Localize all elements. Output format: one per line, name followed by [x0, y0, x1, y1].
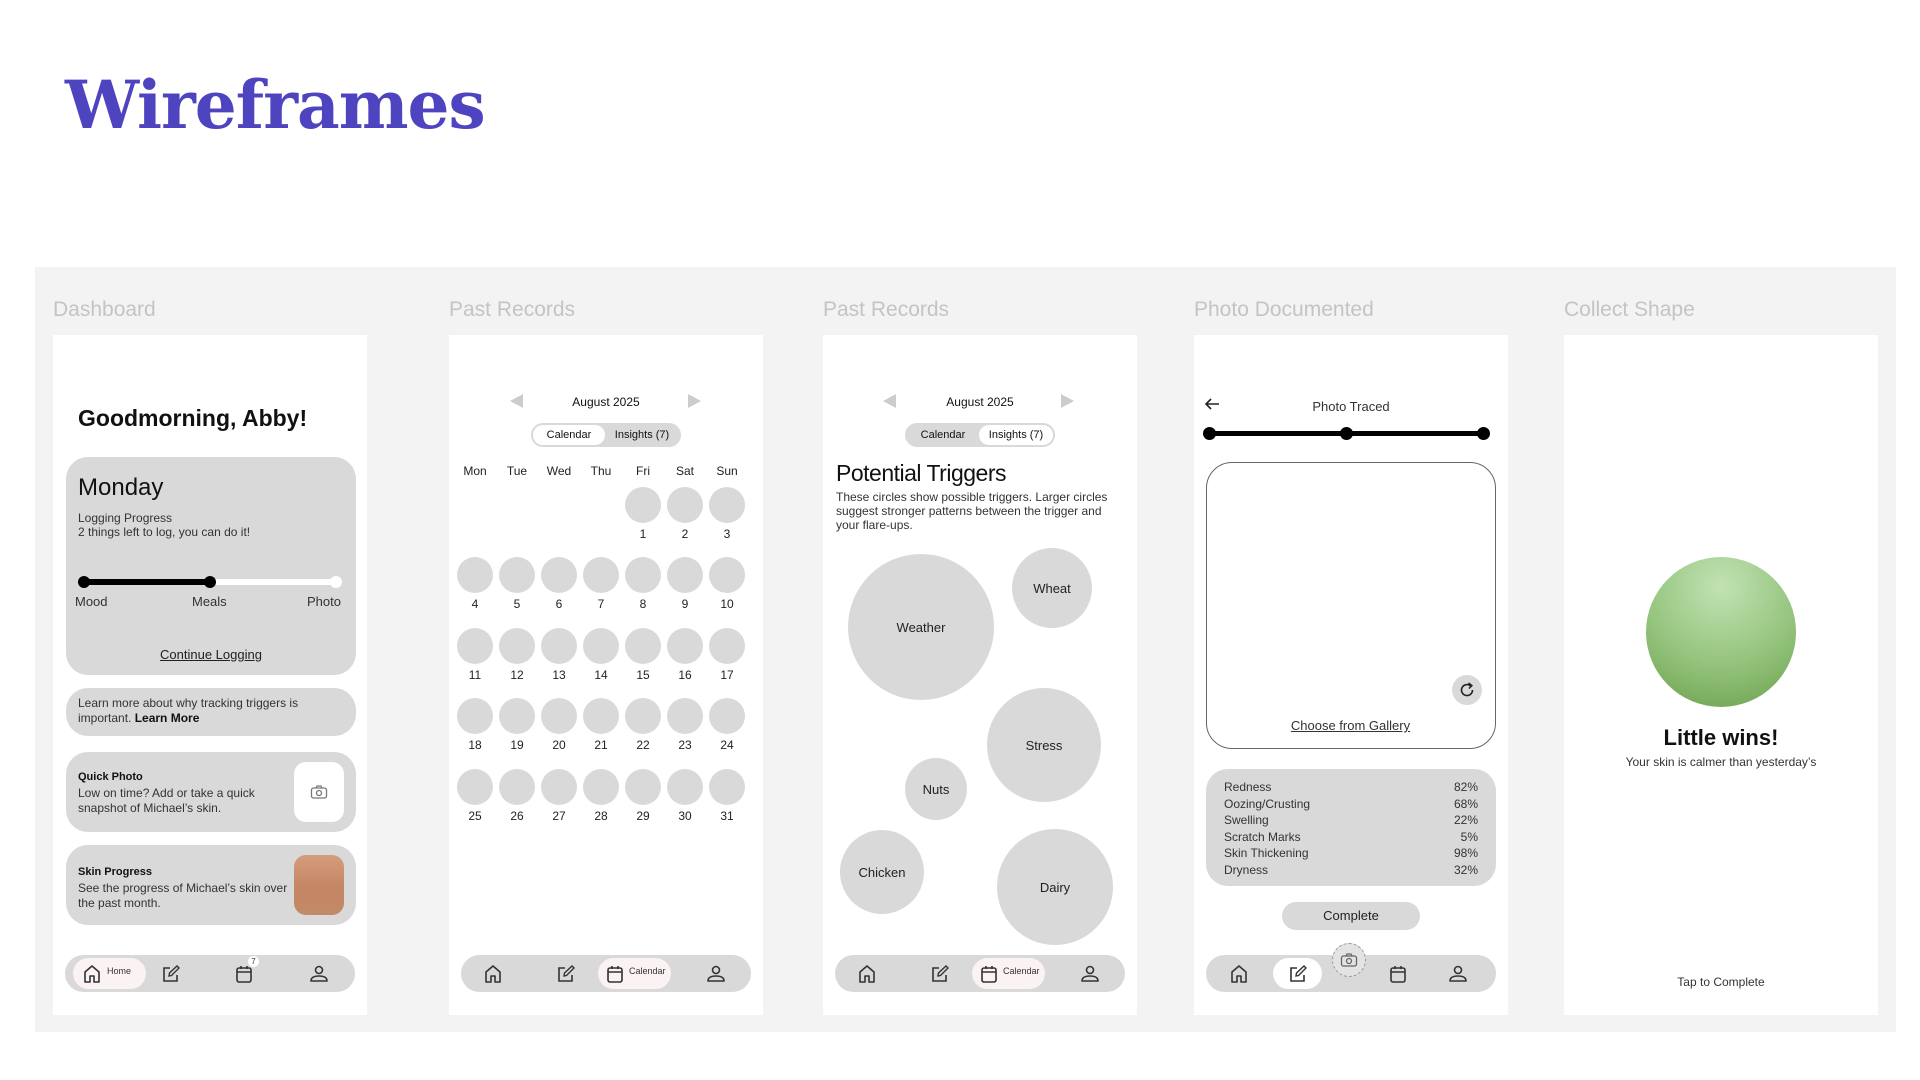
calendar-day-number: 17: [720, 668, 734, 682]
calendar-day-number: 29: [636, 809, 650, 823]
tab-calendar[interactable]: Calendar: [533, 425, 605, 445]
calendar-day-number: 2: [681, 527, 689, 541]
trigger-bubble[interactable]: [997, 829, 1113, 945]
calendar-day[interactable]: [709, 487, 745, 523]
quick-photo-card[interactable]: [66, 752, 356, 832]
calendar-day-number: 3: [723, 527, 731, 541]
camera-fab[interactable]: [1332, 943, 1366, 977]
calendar-day[interactable]: [499, 557, 535, 593]
calendar-icon[interactable]: [604, 963, 626, 985]
nav-calendar-label[interactable]: Calendar: [1003, 966, 1040, 976]
metric-name: Dryness: [1224, 862, 1269, 877]
little-wins-subtitle: Your skin is calmer than yesterday’s: [1625, 755, 1817, 769]
greeting: Goodmorning, Abby!: [78, 405, 308, 431]
complete-button[interactable]: Complete: [1282, 902, 1420, 930]
metric-value: 5%: [1460, 829, 1478, 844]
calendar-day-number: 12: [510, 668, 524, 682]
weekday-header: Wed: [546, 464, 572, 478]
calendar-day[interactable]: [541, 698, 577, 734]
nav-calendar-label[interactable]: Calendar: [629, 966, 666, 976]
metric-name: Scratch Marks: [1224, 829, 1301, 844]
learn-more-link[interactable]: Learn More: [134, 711, 200, 725]
calendar-day[interactable]: [667, 628, 703, 664]
metrics-list: [1224, 779, 1478, 878]
calendar-day-number: 23: [678, 738, 692, 752]
calendar-day[interactable]: [583, 628, 619, 664]
metric-name: Redness: [1224, 780, 1272, 794]
calendar-day[interactable]: [709, 557, 745, 593]
trigger-bubble[interactable]: [840, 830, 924, 914]
insights-screen: [823, 335, 1137, 1015]
calendar-day-number: 11: [468, 668, 482, 682]
logging-message: 2 things left to log, you can do it!: [78, 525, 251, 539]
metric-value: 32%: [1453, 862, 1478, 877]
calendar-day-number: 25: [468, 809, 482, 823]
triggers-description: These circles show possible triggers. Larger circles suggest stronger patterns between the trigger and your flare-ups.: [836, 490, 1108, 532]
home-icon[interactable]: [856, 963, 878, 985]
calendar-day-number: 26: [510, 809, 524, 823]
frame-label-photo-documented: Photo Documented: [1194, 298, 1374, 321]
calendar-day[interactable]: [625, 557, 661, 593]
metric-value: 98%: [1453, 846, 1478, 860]
learn-more-text: Learn more about why tracking triggers is important.: [78, 696, 299, 725]
calendar-day-number: 15: [636, 668, 650, 682]
day-card: [66, 457, 356, 675]
bottom-nav: [65, 955, 355, 992]
metric-row: [1224, 812, 1478, 829]
calendar-day-number: 31: [720, 809, 734, 823]
edit-icon[interactable]: [160, 963, 182, 985]
calendar-day-number: 20: [552, 738, 566, 752]
calendar-day-number: 28: [594, 809, 608, 823]
weekday-header: Sun: [716, 464, 738, 478]
bottom-nav: [1206, 955, 1496, 992]
calendar-day-number: 27: [552, 809, 566, 823]
metric-value: 68%: [1453, 796, 1478, 811]
metric-row: [1224, 829, 1478, 846]
metric-row: [1224, 796, 1478, 813]
metric-name: Oozing/Crusting: [1224, 796, 1311, 811]
step-label-meals: Meals: [192, 594, 227, 609]
trigger-label: Stress: [1025, 737, 1063, 753]
progress-dot-photo: [330, 576, 342, 588]
camera-icon: [1340, 952, 1358, 968]
calendar-day-number: 24: [720, 738, 734, 752]
calendar-day-number: 9: [681, 597, 689, 611]
month-label: August 2025: [946, 395, 1014, 409]
page-title: Wireframes: [65, 66, 485, 144]
home-icon[interactable]: [81, 963, 103, 985]
calendar-day[interactable]: [499, 769, 535, 805]
calendar-icon[interactable]: [978, 963, 1000, 985]
metric-name: Swelling: [1224, 813, 1269, 827]
step-dot-1: [1203, 427, 1216, 440]
trigger-bubble[interactable]: [848, 554, 994, 700]
trigger-label: Weather: [896, 619, 946, 635]
next-month-icon[interactable]: [688, 394, 701, 408]
trigger-label: Chicken: [858, 864, 906, 880]
continue-logging-link[interactable]: Continue Logging: [160, 647, 262, 662]
calendar-day-number: 30: [678, 809, 692, 823]
calendar-day[interactable]: [667, 769, 703, 805]
progress-fill: [84, 579, 210, 585]
calendar-day-number: 6: [555, 597, 563, 611]
calendar-day[interactable]: [625, 487, 661, 523]
progress-dot-meals: [204, 576, 216, 588]
calendar-day-number: 14: [594, 668, 608, 682]
metric-name: Skin Thickening: [1224, 846, 1309, 860]
weekday-header: Fri: [636, 464, 650, 478]
calendar-day[interactable]: [583, 557, 619, 593]
little-wins-title: Little wins!: [1663, 725, 1779, 750]
trigger-label: Dairy: [1039, 879, 1071, 895]
step-label-photo: Photo: [307, 594, 341, 609]
collected-shape[interactable]: [1646, 557, 1796, 707]
step-dot-2: [1340, 427, 1353, 440]
calendar-day-number: 18: [468, 738, 482, 752]
calendar-day[interactable]: [667, 698, 703, 734]
quick-photo-button[interactable]: [294, 762, 344, 822]
trigger-bubble[interactable]: [905, 758, 967, 820]
bottom-nav: [835, 955, 1125, 992]
metric-value: 22%: [1453, 813, 1478, 827]
bottom-nav: [461, 955, 751, 992]
photo-header: Photo Traced: [1312, 399, 1390, 414]
trigger-label: Nuts: [922, 781, 950, 797]
calendar-day-number: 21: [594, 738, 608, 752]
calendar-day[interactable]: [457, 769, 493, 805]
choose-from-gallery-link[interactable]: Choose from Gallery: [1290, 718, 1411, 733]
profile-icon[interactable]: [1447, 963, 1469, 985]
calendar-day[interactable]: [499, 698, 535, 734]
day-title: Monday: [78, 474, 164, 501]
calendar-day[interactable]: [583, 698, 619, 734]
metric-row: [1224, 862, 1478, 879]
profile-icon[interactable]: [705, 963, 727, 985]
triggers-title: Potential Triggers: [836, 460, 1006, 486]
calendar-day[interactable]: [709, 628, 745, 664]
calendar-day-number: 13: [552, 668, 566, 682]
step-dot-3: [1477, 427, 1490, 440]
calendar-day[interactable]: [625, 698, 661, 734]
next-month-icon[interactable]: [1061, 394, 1074, 408]
quick-photo-title: Quick Photo: [78, 771, 143, 783]
frame-label-past-records-insights: Past Records: [823, 298, 950, 321]
calendar-badge: 7: [248, 956, 259, 967]
metric-row: [1224, 779, 1478, 796]
calendar-day-number: 22: [636, 738, 650, 752]
learn-more-card[interactable]: [66, 688, 356, 736]
calendar-day[interactable]: [709, 698, 745, 734]
calendar-day[interactable]: [457, 698, 493, 734]
edit-icon[interactable]: [929, 963, 951, 985]
calendar-day-number: 19: [510, 738, 524, 752]
edit-icon[interactable]: [1287, 963, 1309, 985]
calendar-day[interactable]: [499, 628, 535, 664]
calendar-day[interactable]: [541, 628, 577, 664]
trigger-bubble[interactable]: [987, 688, 1101, 802]
calendar-day-number: 8: [639, 597, 647, 611]
frame-label-collect-shape: Collect Shape: [1564, 298, 1695, 321]
calendar-day[interactable]: [541, 769, 577, 805]
calendar-day[interactable]: [457, 557, 493, 593]
home-icon[interactable]: [1228, 963, 1250, 985]
frame-label-past-records: Past Records: [449, 298, 576, 321]
calendar-day[interactable]: [457, 628, 493, 664]
weekday-header: Mon: [463, 464, 487, 478]
refresh-icon: [1458, 681, 1476, 699]
calendar-day-number: 1: [639, 527, 647, 541]
metric-row: [1224, 845, 1478, 862]
retake-button[interactable]: [1452, 675, 1482, 705]
month-label: August 2025: [572, 395, 640, 409]
progress-dot-mood: [78, 576, 90, 588]
calendar-day[interactable]: [625, 628, 661, 664]
calendar-day[interactable]: [667, 557, 703, 593]
trigger-bubble[interactable]: [1012, 548, 1092, 628]
calendar-day-number: 4: [471, 597, 479, 611]
home-icon[interactable]: [482, 963, 504, 985]
weekday-header: Sat: [675, 464, 694, 478]
weekday-header: Thu: [590, 464, 612, 478]
tap-to-complete[interactable]: Tap to Complete: [1677, 975, 1765, 989]
calendar-day[interactable]: [541, 557, 577, 593]
calendar-day-number: 7: [597, 597, 605, 611]
photo-screen: [1194, 335, 1508, 1015]
calendar-screen: [449, 335, 763, 1015]
calendar-day-number: 16: [678, 668, 692, 682]
metric-value: 82%: [1453, 780, 1478, 794]
calendar-day-number: 10: [720, 597, 734, 611]
calendar-day[interactable]: [625, 769, 661, 805]
step-label-mood: Mood: [75, 594, 108, 609]
photo-frame[interactable]: [1206, 462, 1496, 749]
calendar-day[interactable]: [583, 769, 619, 805]
frame-label-dashboard: Dashboard: [53, 298, 156, 321]
quick-photo-text: Low on time? Add or take a quick snapshot of Michael’s skin.: [78, 786, 255, 815]
tab-calendar[interactable]: Calendar: [920, 429, 966, 441]
skin-thumbnail[interactable]: [294, 855, 344, 915]
calendar-day[interactable]: [709, 769, 745, 805]
tab-insights[interactable]: Insights (7): [614, 429, 670, 441]
calendar-icon[interactable]: [1387, 963, 1409, 985]
skin-progress-text: See the progress of Michael’s skin over the past month.: [78, 881, 288, 910]
profile-icon[interactable]: [1079, 963, 1101, 985]
calendar-day[interactable]: [667, 487, 703, 523]
calendar-day-number: 5: [513, 597, 521, 611]
camera-icon: [310, 784, 328, 800]
dashboard-screen: [53, 335, 367, 1015]
metrics-card: [1206, 769, 1496, 886]
collect-shape-screen: [1564, 335, 1878, 1015]
edit-icon[interactable]: [555, 963, 577, 985]
skin-progress-card[interactable]: [66, 845, 356, 925]
skin-progress-title: Skin Progress: [78, 866, 152, 878]
profile-icon[interactable]: [308, 963, 330, 985]
trigger-label: Wheat: [1033, 580, 1071, 596]
tab-insights[interactable]: Insights (7): [979, 425, 1053, 445]
nav-home-label[interactable]: Home: [107, 966, 132, 976]
weekday-header: Tue: [506, 464, 528, 478]
logging-progress-label: Logging Progress: [78, 511, 173, 525]
